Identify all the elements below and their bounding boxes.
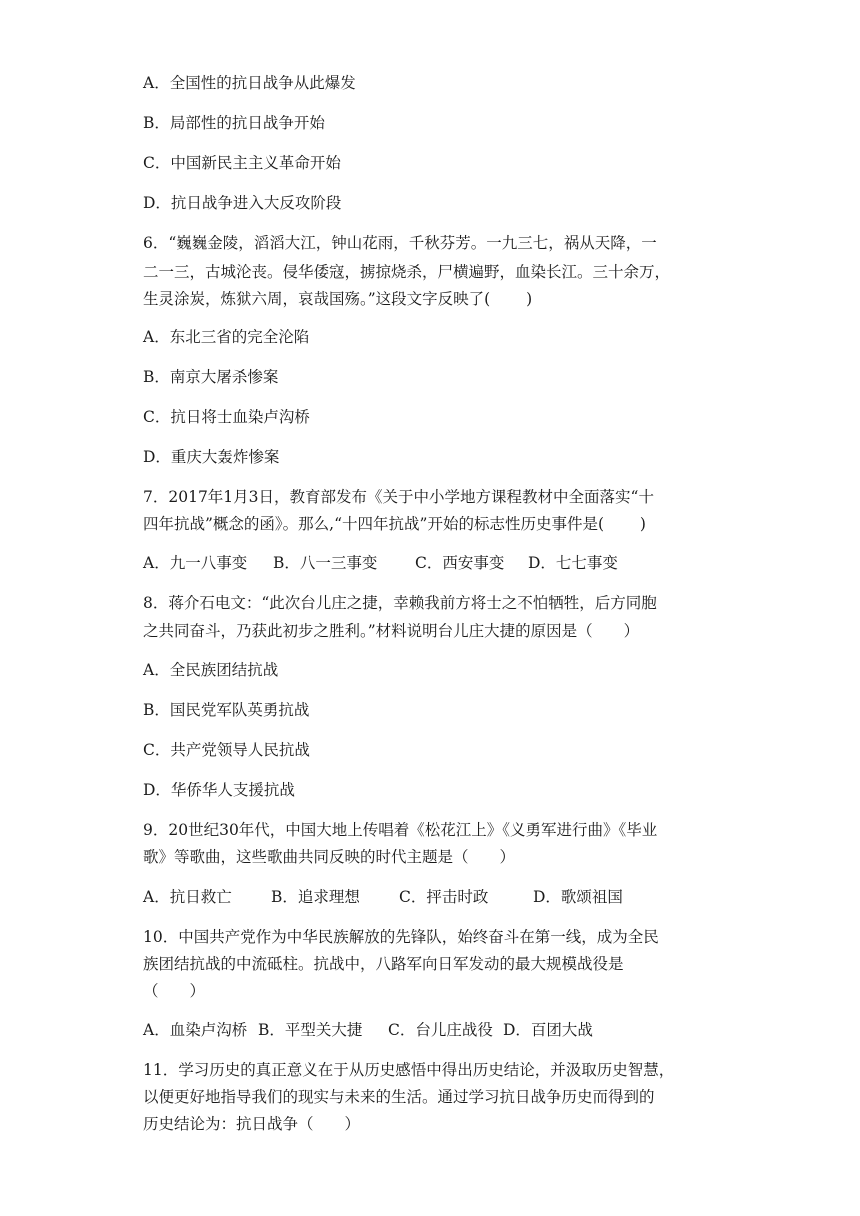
- q9-stem-line: 歌》等歌曲，这些歌曲共同反映的时代主题是（ ）: [143, 848, 516, 866]
- q8-option-d: D．华侨华人支援抗战: [143, 781, 295, 799]
- q8-stem-line: 8．蒋介石电文：“此次台儿庄之捷，幸赖我前方将士之不怕牺牲，后方同胞: [143, 594, 657, 612]
- q11-stem-line: 11．学习历史的真正意义在于从历史感悟中得出历史结论，并汲取历史智慧，: [143, 1061, 675, 1079]
- q5-option-d: D．抗日战争进入大反攻阶段: [143, 194, 342, 212]
- q10-option-a: A．血染卢沟桥: [143, 1021, 248, 1039]
- q9-stem-line: 9．20世纪30年代，中国大地上传唱着《松花江上》《义勇军进行曲》《毕业: [143, 821, 658, 839]
- q9-option-b: B．追求理想: [271, 888, 360, 906]
- q8-option-a: A．全民族团结抗战: [143, 661, 279, 679]
- q11-stem-line: 历史结论为：抗日战争（ ）: [143, 1115, 361, 1133]
- q11-stem-line: 以便更好地指导我们的现实与未来的生活。通过学习抗日战争历史而得到的: [143, 1088, 655, 1106]
- q9-option-d: D．歌颂祖国: [533, 888, 623, 906]
- q6-stem-line: 6．“巍巍金陵，滔滔大江，钟山花雨，千秋芬芳。一九三七，祸从天降，一: [143, 234, 657, 252]
- q7-stem-line: 四年抗战”概念的函》。那么,“十四年抗战”开始的标志性历史事件是( ): [143, 515, 646, 533]
- q10-stem-line: 10．中国共产党作为中华民族解放的先锋队，始终奋斗在第一线，成为全民: [143, 928, 659, 946]
- q9-option-a: A．抗日救亡: [143, 888, 232, 906]
- q10-stem-line: （ ）: [143, 982, 206, 1000]
- q10-option-c: C．台儿庄战役: [388, 1021, 493, 1039]
- q8-option-c: C．共产党领导人民抗战: [143, 741, 310, 759]
- q10-options-row: [143, 1020, 723, 1040]
- q10-option-d: D．百团大战: [503, 1021, 593, 1039]
- q7-option-b: B．八一三事变: [273, 554, 378, 572]
- q9-options-row: [143, 887, 723, 907]
- q7-option-c: C．西安事变: [415, 554, 505, 572]
- q6-option-c: C．抗日将士血染卢沟桥: [143, 408, 310, 426]
- q8-stem-line: 之共同奋斗，乃获此初步之胜利。”材料说明台儿庄大捷的原因是（ ）: [143, 622, 640, 640]
- q5-option-b: B．局部性的抗日战争开始: [143, 114, 325, 132]
- q10-stem-line: 族团结抗战的中流砥柱。抗战中，八路军向日军发动的最大规模战役是: [143, 955, 624, 973]
- q8-option-b: B．国民党军队英勇抗战: [143, 701, 310, 719]
- q6-option-a: A．东北三省的完全沦陷: [143, 328, 310, 346]
- q10-option-b: B．平型关大捷: [258, 1021, 363, 1039]
- q6-stem-line: 二一三，古城沦丧。侵华倭寇，掳掠烧杀，尸横遍野，血染长江。三十余万，: [143, 263, 671, 281]
- q7-options-row: [143, 553, 723, 573]
- q6-option-b: B．南京大屠杀惨案: [143, 368, 279, 386]
- q7-option-a: A．九一八事变: [143, 554, 248, 572]
- q6-stem-line: 生灵涂炭，炼狱六周，哀哉国殇。”这段文字反映了( ): [143, 290, 533, 308]
- q9-option-c: C．抨击时政: [399, 888, 489, 906]
- q7-option-d: D．七七事变: [528, 554, 618, 572]
- q7-stem-line: 7．2017年1月3日，教育部发布《关于中小学地方课程教材中全面落实“十: [143, 488, 654, 506]
- q6-option-d: D．重庆大轰炸惨案: [143, 448, 280, 466]
- q5-option-c: C．中国新民主主义革命开始: [143, 154, 341, 172]
- q5-option-a: A．全国性的抗日战争从此爆发: [143, 74, 356, 92]
